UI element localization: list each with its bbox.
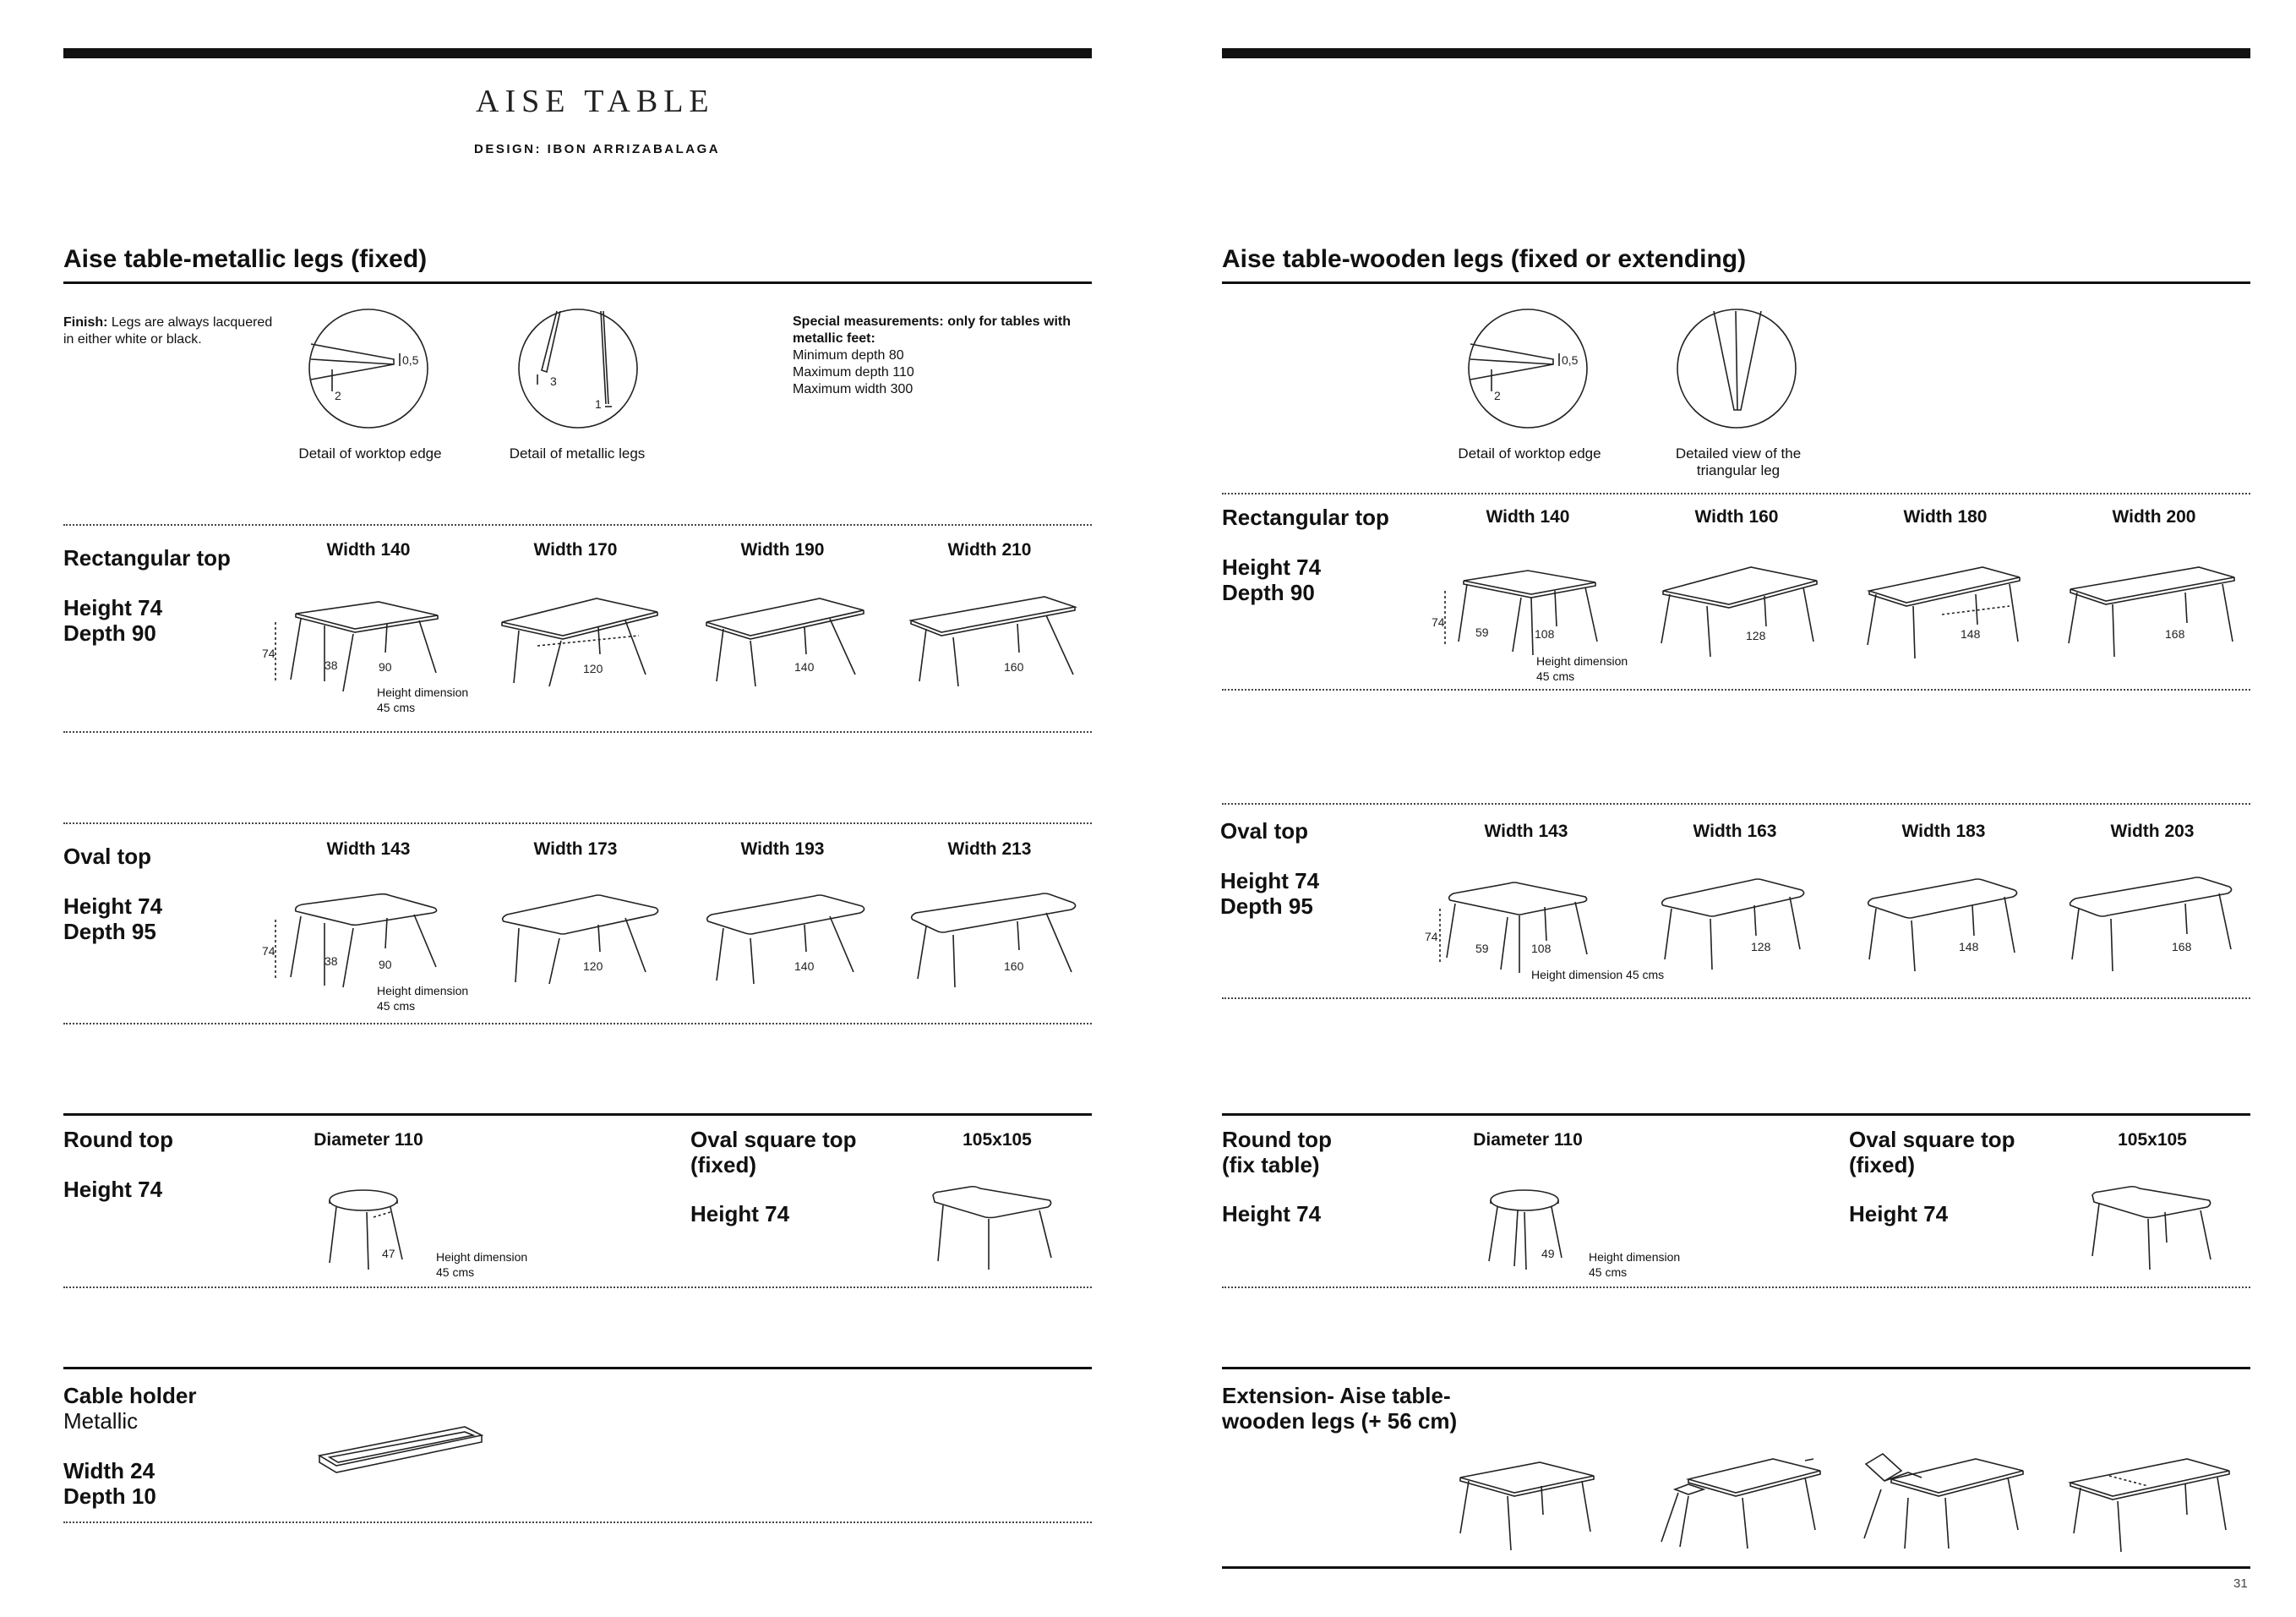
left-oval-square-title: Oval square top (fixed) [690, 1127, 857, 1177]
left-oval-title: Oval top [63, 844, 152, 869]
svg-text:148: 148 [1961, 627, 1981, 641]
right-oval-table-4 [2067, 875, 2270, 976]
left-section-title: Aise table-metallic legs (fixed) [63, 245, 428, 273]
svg-text:140: 140 [794, 660, 815, 674]
left-rect-table-3 [703, 592, 897, 710]
metallic-legs-caption: Detail of metallic legs [509, 445, 646, 462]
right-rect-width-3: Width 180 [1903, 507, 1988, 527]
page-title: AISE TABLE [476, 84, 715, 119]
right-rect-table-1 [1420, 562, 1614, 664]
left-rect-note: Height dimension 45 cms [377, 686, 469, 714]
right-top-bar [1222, 48, 2250, 58]
left-rect-top-divider [63, 524, 1092, 526]
right-rect-bottom-divider [1222, 689, 2250, 691]
svg-text:2: 2 [335, 389, 341, 402]
svg-text:108: 108 [1531, 942, 1552, 955]
left-rect-width-2: Width 170 [533, 540, 618, 560]
svg-text:120: 120 [583, 959, 603, 973]
worktop-edge-caption: Detail of worktop edge [298, 445, 442, 462]
left-oval-note: Height dimension 45 cms [377, 984, 469, 1013]
left-oval-bottom-divider [63, 1023, 1092, 1024]
extension-title: Extension- Aise table- wooden legs (+ 56 cm) [1222, 1383, 1458, 1434]
right-round-note: Height dimension 45 cms [1589, 1250, 1681, 1279]
svg-text:74: 74 [1425, 930, 1438, 943]
svg-text:74: 74 [262, 647, 275, 660]
extension-step-2 [1655, 1447, 1824, 1557]
right-oval-bottom-divider [1222, 997, 2250, 999]
finish-note: Finish: Legs are always lacquered in either white or black. [63, 315, 273, 347]
left-oval-height: Height 74 [63, 893, 163, 919]
right-rect-depth: Depth 90 [1222, 580, 1315, 605]
worktop-edge-detail-drawing [307, 307, 434, 434]
right-oval-square-height: Height 74 [1849, 1201, 1949, 1226]
svg-text:1: 1 [595, 397, 602, 411]
left-rect-depth: Depth 90 [63, 620, 156, 646]
left-rect-table-4 [908, 592, 1110, 710]
right-oval-square-size: 105x105 [2118, 1130, 2187, 1150]
svg-text:160: 160 [1004, 959, 1024, 973]
cable-material: Metallic [63, 1408, 139, 1434]
left-oval-top-divider [63, 822, 1092, 824]
left-round-title: Round top [63, 1127, 173, 1152]
extension-top-rule [1222, 1367, 2250, 1369]
svg-text:168: 168 [2172, 940, 2192, 953]
left-oval-table-2 [499, 889, 693, 1008]
left-rect-width-3: Width 190 [740, 540, 825, 560]
right-rect-note: Height dimension 45 cms [1536, 654, 1628, 683]
left-round-top-rule [63, 1113, 1092, 1116]
left-oval-width-3: Width 193 [740, 839, 825, 859]
svg-text:0,5: 0,5 [402, 353, 419, 367]
svg-text:120: 120 [583, 662, 603, 675]
svg-text:74: 74 [262, 944, 275, 958]
page-number: 31 [2233, 1576, 2248, 1591]
right-round-bottom-divider [1222, 1286, 2250, 1288]
right-oval-table-3 [1864, 875, 2059, 976]
left-oval-table-3 [703, 889, 897, 1008]
svg-text:38: 38 [324, 658, 338, 672]
svg-text:148: 148 [1959, 940, 1979, 953]
right-rect-top-divider [1222, 493, 2250, 494]
cable-holder-drawing [316, 1422, 485, 1489]
left-rect-title: Rectangular top [63, 545, 231, 571]
cable-width: Width 24 [63, 1458, 155, 1483]
right-rect-table-4 [2067, 562, 2270, 664]
right-oval-title: Oval top [1220, 818, 1309, 844]
left-oval-table-4 [908, 889, 1110, 1008]
right-round-top-rule [1222, 1113, 2250, 1116]
extension-step-1 [1455, 1447, 1607, 1557]
svg-text:47: 47 [382, 1247, 395, 1260]
svg-text:74: 74 [1432, 615, 1445, 629]
right-oval-width-3: Width 183 [1901, 822, 1986, 841]
right-rect-table-2 [1658, 562, 1852, 664]
svg-text:2: 2 [1494, 389, 1501, 402]
triangular-leg-caption: Detailed view of the triangular leg [1675, 445, 1802, 478]
cable-top-rule [63, 1367, 1092, 1369]
svg-text:140: 140 [794, 959, 815, 973]
svg-text:90: 90 [379, 958, 392, 971]
right-oval-height: Height 74 [1220, 868, 1320, 893]
svg-text:90: 90 [379, 660, 392, 674]
left-oval-width-2: Width 173 [533, 839, 618, 859]
left-section-rule [63, 281, 1092, 284]
right-round-title: Round top (fix table) [1222, 1127, 1332, 1177]
right-rect-width-2: Width 160 [1694, 507, 1779, 527]
right-oval-top-divider [1222, 803, 2250, 805]
right-section-rule [1222, 281, 2250, 284]
left-oval-width-1: Width 143 [326, 839, 411, 859]
svg-text:38: 38 [324, 954, 338, 968]
left-round-table [319, 1183, 421, 1276]
right-rect-title: Rectangular top [1222, 505, 1389, 530]
left-rect-height: Height 74 [63, 595, 163, 620]
right-section-title: Aise table-wooden legs (fixed or extending) [1222, 245, 1747, 273]
right-worktop-edge-detail-drawing [1466, 307, 1593, 434]
extension-step-3 [1857, 1447, 2026, 1557]
left-oval-square-height: Height 74 [690, 1201, 790, 1226]
left-round-height: Height 74 [63, 1177, 163, 1202]
right-round-table [1481, 1183, 1582, 1276]
left-round-diameter: Diameter 110 [314, 1130, 423, 1150]
right-rect-height: Height 74 [1222, 554, 1322, 580]
extension-step-4 [2067, 1447, 2236, 1557]
svg-text:168: 168 [2165, 627, 2185, 641]
right-round-height: Height 74 [1222, 1201, 1322, 1226]
svg-text:59: 59 [1475, 942, 1489, 955]
right-oval-table-2 [1658, 875, 1852, 976]
svg-text:59: 59 [1475, 625, 1489, 639]
left-rect-width-4: Width 210 [947, 540, 1032, 560]
svg-text:0,5: 0,5 [1562, 353, 1579, 367]
right-oval-note: Height dimension 45 cms [1531, 968, 1665, 981]
svg-text:108: 108 [1535, 627, 1555, 641]
metallic-legs-detail-drawing [516, 307, 643, 434]
svg-text:3: 3 [550, 374, 557, 388]
svg-text:160: 160 [1004, 660, 1024, 674]
left-top-bar [63, 48, 1092, 58]
right-worktop-edge-caption: Detail of worktop edge [1458, 445, 1601, 462]
left-rect-width-1: Width 140 [326, 540, 411, 560]
cable-bottom-divider [63, 1521, 1092, 1523]
right-oval-square-table [2089, 1183, 2216, 1276]
left-rect-table-2 [499, 592, 693, 710]
right-oval-table-1 [1420, 875, 1614, 976]
left-round-note: Height dimension 45 cms [436, 1250, 528, 1279]
designer-credit: DESIGN: IBON ARRIZABALAGA [474, 142, 721, 156]
cable-depth: Depth 10 [63, 1483, 156, 1509]
extension-bottom-rule [1222, 1566, 2250, 1569]
left-oval-square-size: 105x105 [963, 1130, 1032, 1150]
left-rect-bottom-divider [63, 731, 1092, 733]
svg-text:49: 49 [1541, 1247, 1555, 1260]
left-oval-depth: Depth 95 [63, 919, 156, 944]
right-oval-width-4: Width 203 [2110, 822, 2195, 841]
triangular-leg-detail-drawing [1675, 307, 1802, 434]
right-rect-width-4: Width 200 [2112, 507, 2196, 527]
right-oval-depth: Depth 95 [1220, 893, 1313, 919]
svg-text:128: 128 [1746, 629, 1766, 642]
cable-title: Cable holder [63, 1383, 197, 1408]
special-measurements: Special measurements: only for tables with metallic feet: Minimum depth 80 Maximum depth 110 Maximum width 300 [793, 314, 1071, 396]
right-oval-square-title: Oval square top (fixed) [1849, 1127, 2015, 1177]
right-rect-table-3 [1866, 562, 2060, 664]
right-rect-width-1: Width 140 [1486, 507, 1570, 527]
left-oval-width-4: Width 213 [947, 839, 1032, 859]
right-round-diameter: Diameter 110 [1473, 1130, 1583, 1150]
svg-text:128: 128 [1751, 940, 1771, 953]
left-oval-square-table [930, 1183, 1056, 1276]
left-round-bottom-divider [63, 1286, 1092, 1288]
right-oval-width-1: Width 143 [1484, 822, 1568, 841]
right-oval-width-2: Width 163 [1693, 822, 1777, 841]
